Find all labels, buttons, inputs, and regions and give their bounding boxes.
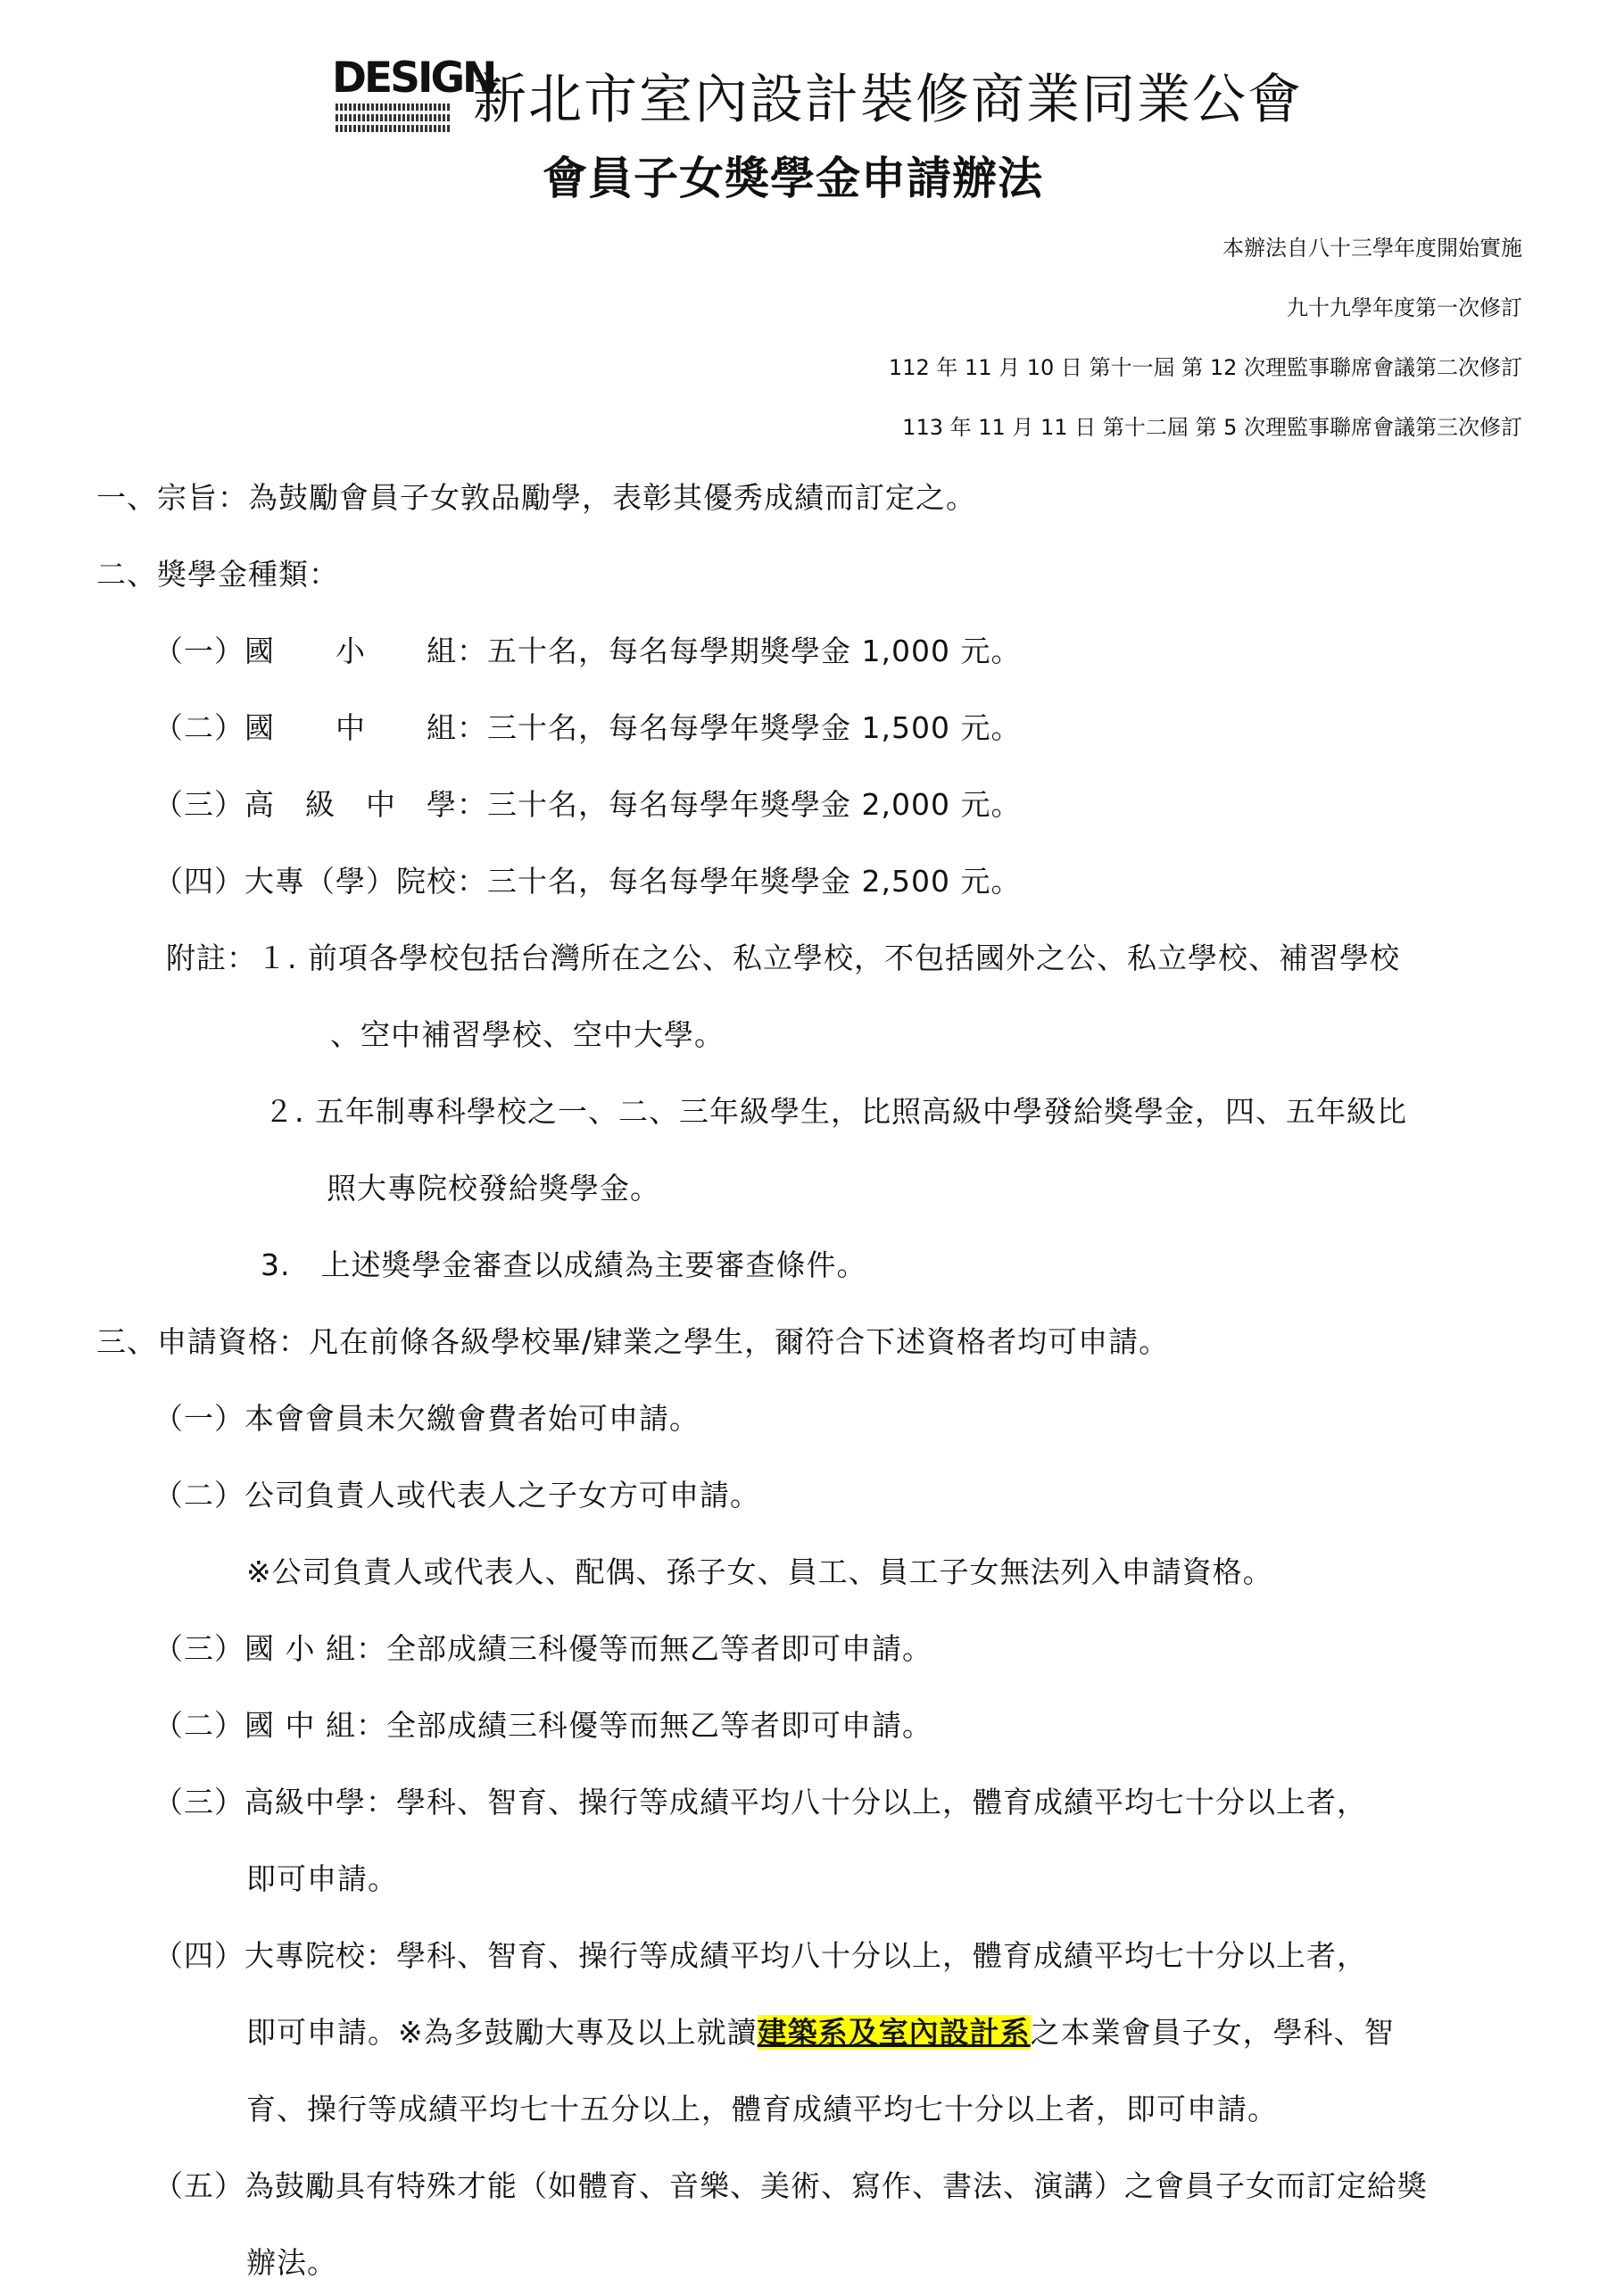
- section-heading-eligibility: 三、申請資格：凡在前條各級學校畢/肄業之學生，爾符合下述資格者均可申請。: [96, 1324, 1170, 1359]
- eligibility-2: （二）公司負責人或代表人之子女方可申請。: [153, 1478, 760, 1513]
- logo-stripe: [336, 114, 450, 121]
- note-3: 3. 上述獎學金審查以成績為主要審查條件。: [261, 1247, 867, 1282]
- eligibility-special-talent: （五）為鼓勵具有特殊才能（如體育、音樂、美術、寫作、書法、演講）之會員子女而訂定給獎: [153, 2168, 1428, 2203]
- text-segment: 之本業會員子女，學科、智: [1030, 2015, 1395, 2050]
- scholarship-junior-high: （二）國 中 組：三十名，每名每學年獎學金 1,500 元。: [153, 710, 1022, 745]
- organization-name: 新北市室內設計裝修商業同業公會: [473, 69, 1303, 131]
- revision-line: 112 年 11 月 10 日 第十一屆 第 12 次理監事聯席會議第二次修訂: [888, 355, 1522, 380]
- logo-stripe: [336, 125, 450, 132]
- document-title: 會員子女獎學金申請辦法: [543, 153, 1043, 204]
- section-purpose: 一、宗旨：為鼓勵會員子女敦品勵學，表彰其優秀成績而訂定之。: [96, 480, 976, 515]
- revision-line: 113 年 11 月 11 日 第十二屆 第 5 次理監事聯席會議第三次修訂: [902, 415, 1522, 440]
- eligibility-senior-high: （三）高級中學：學科、智育、操行等成績平均八十分以上，體育成績平均七十分以上者，: [153, 1785, 1367, 1819]
- eligibility-elementary: （三）國 小 組：全部成績三科優等而無乙等者即可申請。: [153, 1631, 932, 1666]
- association-logo: [332, 54, 495, 131]
- scholarship-elementary: （一）國 小 組：五十名，每名每學期獎學金 1,000 元。: [153, 634, 1022, 668]
- eligibility-1: （一）本會會員未欠繳會費者始可申請。: [153, 1401, 700, 1436]
- logo-wordmark: DESIGN: [332, 54, 495, 103]
- note-2: ２. 五年制專科學校之一、二、三年級學生，比照高級中學發給獎學金，四、五年級比: [264, 1094, 1407, 1129]
- revision-line: 九十九學年度第一次修訂: [1287, 295, 1522, 320]
- highlighted-departments: 建築系及室內設計系: [757, 2015, 1031, 2050]
- eligibility-special-talent-continued: 辦法。: [246, 2245, 337, 2280]
- eligibility-2-note: ※公司負責人或代表人、配偶、孫子女、員工、員工子女無法列入申請資格。: [246, 1554, 1273, 1589]
- scholarship-college: （四）大專（學）院校：三十名，每名每學年獎學金 2,500 元。: [153, 864, 1022, 899]
- revision-line: 本辦法自八十三學年度開始實施: [1222, 236, 1522, 261]
- eligibility-junior-high: （二）國 中 組：全部成績三科優等而無乙等者即可申請。: [153, 1708, 932, 1743]
- eligibility-college-continued: 育、操行等成績平均七十五分以上，體育成績平均七十分以上者，即可申請。: [246, 2092, 1278, 2126]
- eligibility-senior-high-continued: 即可申請。: [246, 1861, 398, 1896]
- eligibility-college-continued: [246, 2010, 1395, 2051]
- note-1: 附註：１. 前項各學校包括台灣所在之公、私立學校，不包括國外之公、私立學校、補習學校: [166, 941, 1400, 975]
- scholarship-senior-high: （三）高 級 中 學：三十名，每名每學年獎學金 2,000 元。: [153, 787, 1022, 822]
- eligibility-college: （四）大專院校：學科、智育、操行等成績平均八十分以上，體育成績平均七十分以上者，: [153, 1938, 1367, 1973]
- note-2-continued: 照大專院校發給獎學金。: [327, 1171, 660, 1206]
- note-1-continued: 、空中補習學校、空中大學。: [330, 1017, 725, 1052]
- section-heading-types: 二、獎學金種類：: [96, 557, 339, 592]
- logo-stripe: [336, 104, 450, 111]
- text-segment: 即可申請。※為多鼓勵大專及以上就讀: [246, 2015, 758, 2050]
